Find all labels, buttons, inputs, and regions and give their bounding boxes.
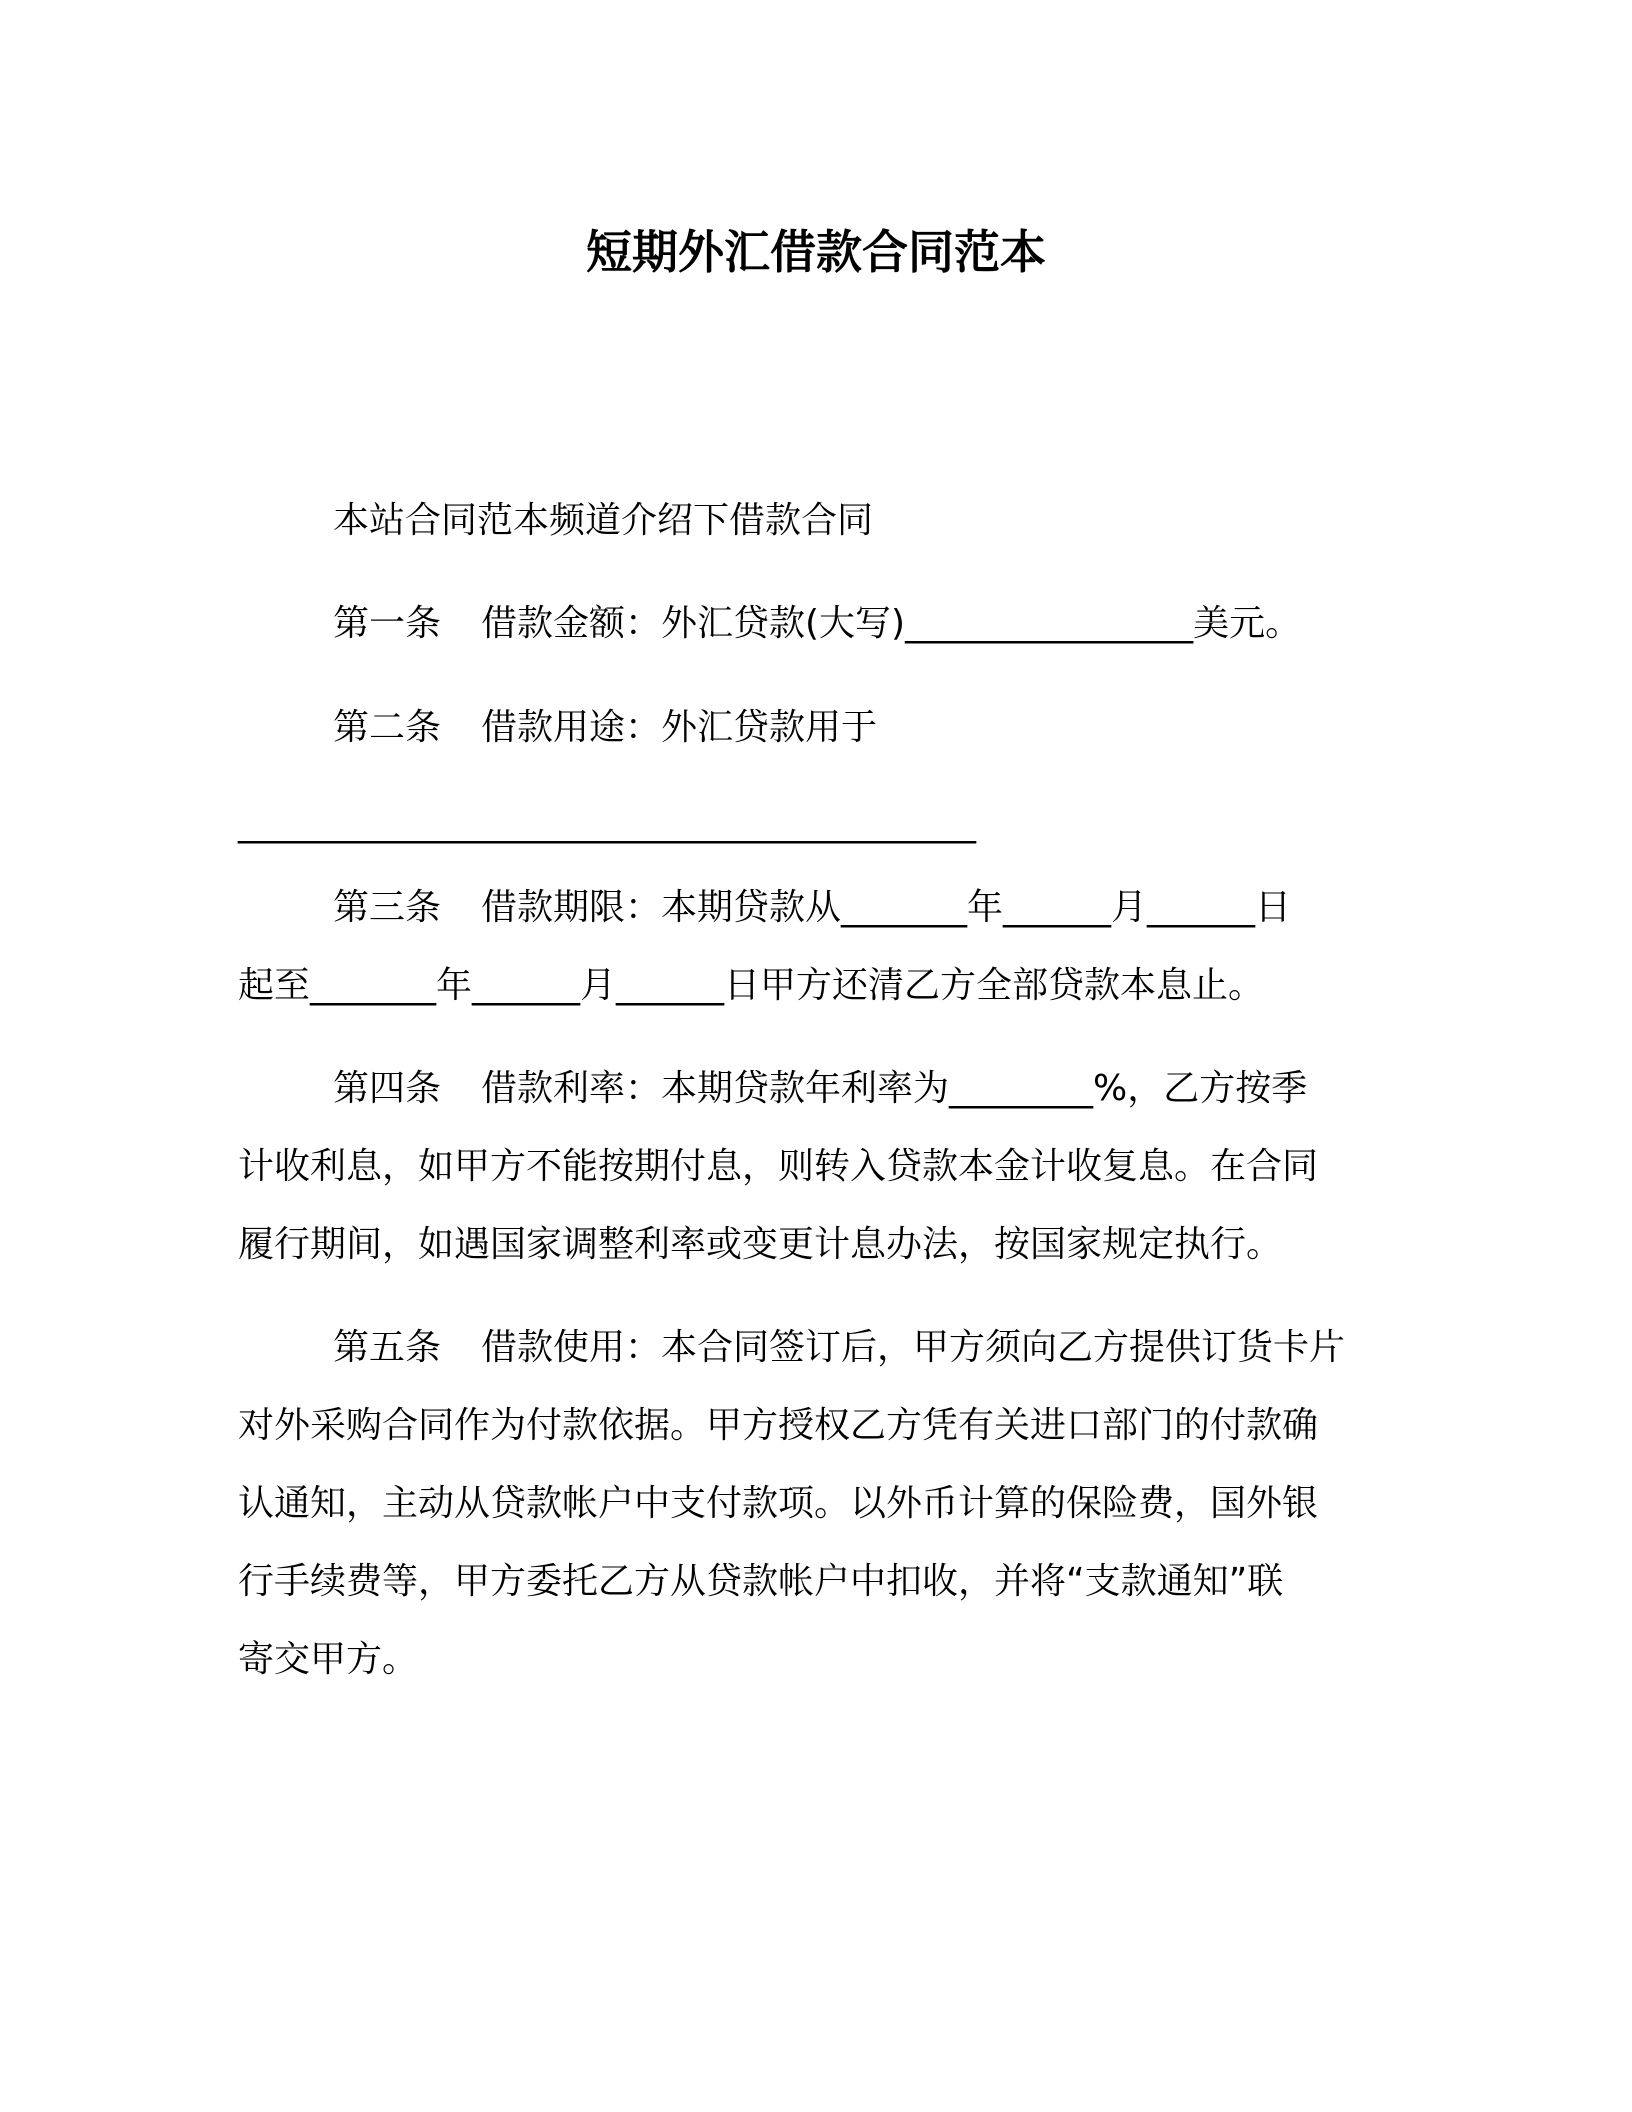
document-title: 短期外汇借款合同范本 — [586, 225, 1046, 279]
article-1-text: 借款金额：外汇贷款(大写)________________美元。 — [481, 603, 1302, 644]
article-4-line-2: 计收利息，如甲方不能按期付息，则转入贷款本金计收复息。在合同 — [238, 1146, 1319, 1187]
article-2 — [333, 704, 877, 752]
article-5-label: 第五条 — [333, 1327, 442, 1368]
article-3-label: 第三条 — [333, 887, 442, 928]
article-2-label: 第二条 — [333, 707, 442, 748]
article-4-label: 第四条 — [333, 1068, 442, 1109]
article-5-line-5: 寄交甲方。 — [238, 1639, 419, 1680]
article-3-line-1 — [333, 884, 1291, 932]
article-5-line-1 — [333, 1324, 1345, 1372]
intro-paragraph: 本站合同范本频道介绍下借款合同 — [333, 500, 874, 541]
article-5-text-1: 借款使用：本合同签订后，甲方须向乙方提供订货卡片 — [481, 1327, 1346, 1368]
article-4-line-1 — [333, 1065, 1307, 1113]
article-1 — [333, 600, 1301, 648]
article-5-line-4: 行手续费等，甲方委托乙方从贷款帐户中扣收，并将“支款通知”联 — [238, 1561, 1284, 1602]
article-5-line-3: 认通知，主动从贷款帐户中支付款项。以外币计算的保险费，国外银 — [238, 1483, 1319, 1524]
article-3-text-1: 借款期限：本期贷款从_______年______月______日 — [481, 887, 1292, 928]
article-1-label: 第一条 — [333, 603, 442, 644]
article-4-line-3: 履行期间，如遇国家调整利率或变更计息办法，按国家规定执行。 — [238, 1224, 1283, 1265]
article-4-text-1: 借款利率：本期贷款年利率为________%，乙方按季 — [481, 1068, 1308, 1109]
article-3-line-2: 起至_______年______月______日甲方还清乙方全部贷款本息止。 — [238, 965, 1265, 1006]
article-5-line-2: 对外采购合同作为付款依据。甲方授权乙方凭有关进口部门的付款确 — [238, 1405, 1319, 1446]
article-2-blank-line: _________________________________________ — [238, 803, 976, 844]
article-2-text: 借款用途：外汇贷款用于 — [481, 707, 878, 748]
